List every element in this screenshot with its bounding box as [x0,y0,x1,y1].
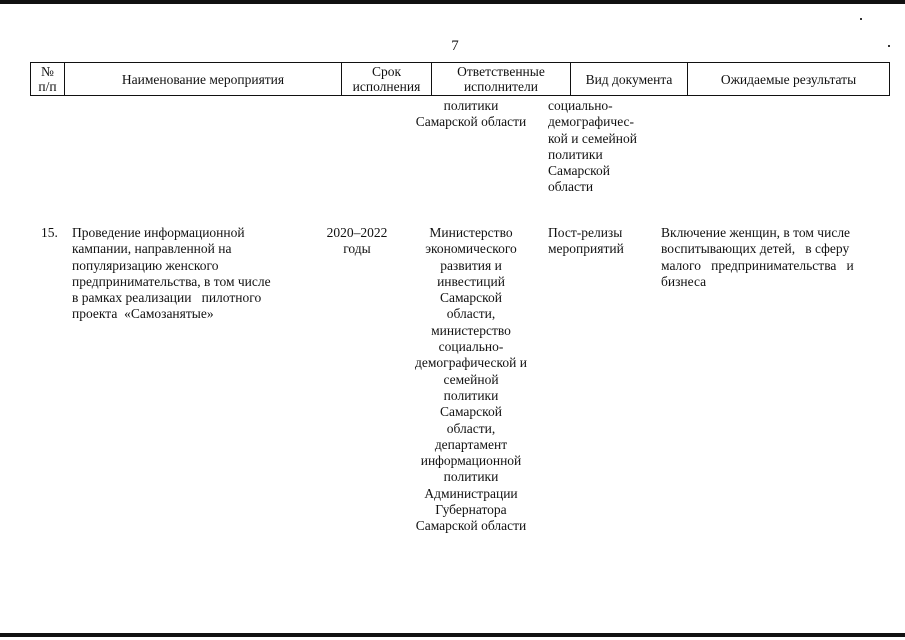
text-line: № [41,64,54,79]
table-header-row [30,62,890,96]
header-name-label: Наименование мероприятия [121,71,285,87]
text-line: семейной [443,371,499,387]
text-line: Пост-релизы [548,225,623,240]
text-line: кой и семейной [548,130,637,146]
text-line: мероприятий [548,241,624,257]
text-line: области, [446,306,496,322]
text-line: информационной [420,453,522,469]
continuation-responsible [405,98,537,131]
text-line: социально- [438,339,504,355]
text-line: исполнения [352,79,421,94]
header-num-label [38,64,56,94]
text-line: министерство [431,322,511,338]
text-line: демографической и [415,355,527,371]
text-line: области, [446,420,496,436]
text-line: политики [443,387,499,403]
row-15-num: 15. [41,225,58,240]
continuation-doc-type [548,98,656,196]
text-line: Включение женщин, в том числе [661,225,851,240]
text-line: Самарской области [415,518,527,534]
text-line: Губернатора [435,502,507,518]
header-num [30,62,64,96]
scan-speck [860,18,862,20]
text-line: Самарской [439,290,503,306]
text-line: политики [443,98,499,113]
text-line: 2020–2022 [326,225,388,240]
row-15-doc-type [548,225,656,258]
header-results [687,62,890,96]
scan-bottom-edge [0,633,905,637]
text-line: малого предпринимательства и [661,257,854,273]
text-line: Самарской области [415,114,527,130]
text-line: воспитывающих детей, в сферу [661,241,850,257]
text-line: популяризацию женского [72,257,219,273]
text-line: Самарской [439,404,503,420]
text-line: инвестиций [437,273,505,289]
header-name [64,62,341,96]
text-line: экономического [425,241,517,257]
text-line: демографичес- [548,114,635,130]
header-responsible-label [457,64,545,94]
header-term-label [353,64,421,94]
text-line: Администрации [424,485,518,501]
text-line: развития и [440,257,502,273]
text-line: бизнеса [661,273,707,289]
header-responsible [431,62,570,96]
text-line: годы [343,241,371,257]
scan-speck [888,45,890,47]
header-term [341,62,431,96]
row-15-results [661,225,887,290]
header-results-label: Ожидаемые результаты [720,71,857,87]
text-line: Ответственные [457,64,545,79]
text-line: Проведение информационной [72,225,245,240]
header-doc-type-label: Вид документа [585,71,673,87]
row-15-responsible [403,225,539,535]
text-line: области [548,179,594,195]
text-line: проекта «Самозанятые» [72,306,214,322]
text-line: п/п [38,79,57,94]
text-line: кампании, направленной на [72,241,232,257]
text-line: политики [443,469,499,485]
header-doc-type [570,62,687,96]
row-15-name [72,225,308,323]
text-line: социально- [548,98,613,113]
text-line: в рамках реализации пилотного [72,290,262,306]
text-line: Министерство [429,225,513,240]
text-line: исполнители [463,79,539,94]
text-line: департамент [434,436,508,452]
text-line: Самарской [548,163,611,179]
text-line: предпринимательства, в том числе [72,273,271,289]
text-line: Срок [371,64,402,79]
page-number: 7 [451,38,459,54]
scan-top-edge [0,0,905,4]
row-15-term [314,225,400,258]
text-line: политики [548,146,603,162]
